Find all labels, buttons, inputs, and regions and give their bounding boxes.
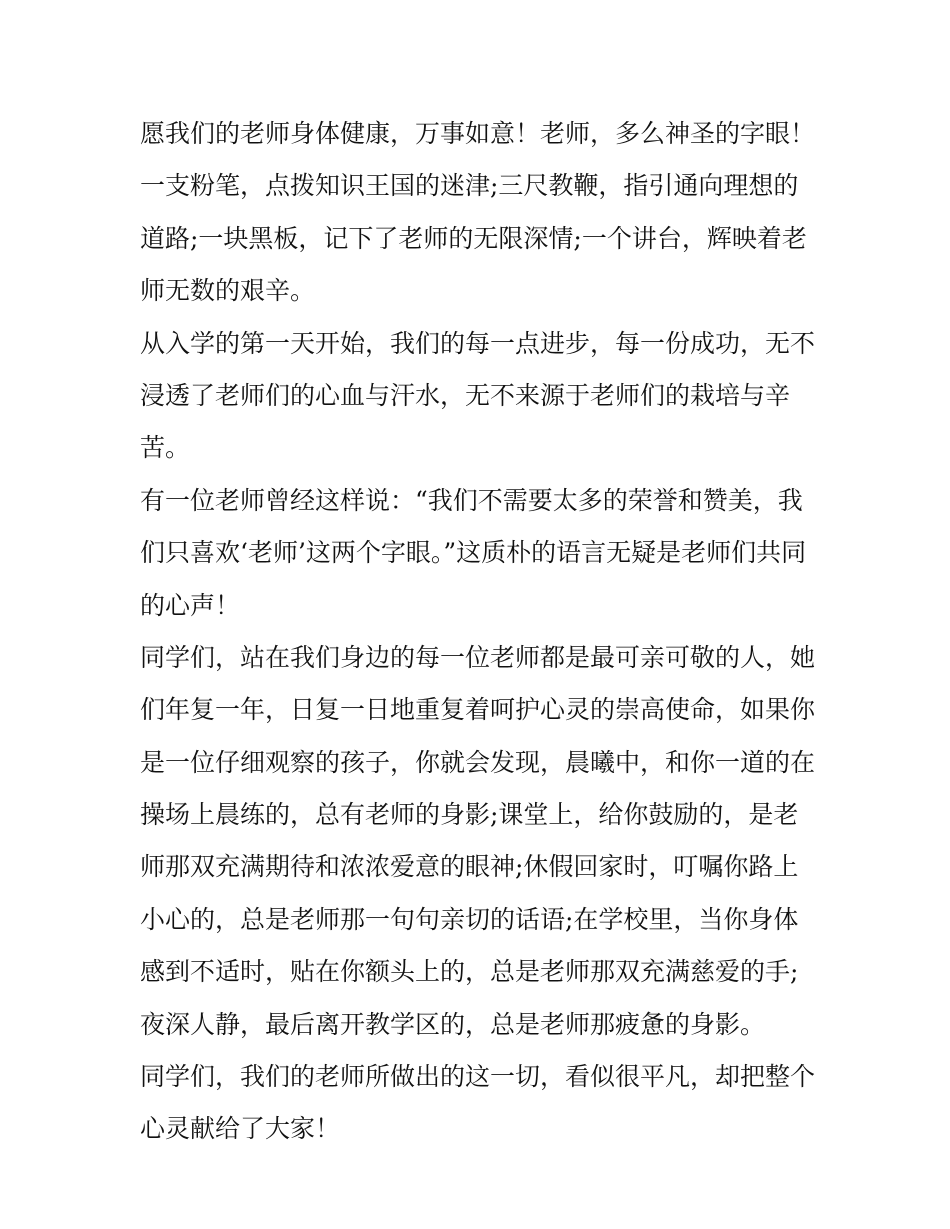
text-line: 愿我们的老师身体健康，万事如意！老师，多么神圣的字眼！ [140, 119, 816, 148]
text-line: 同学们，我们的老师所做出的这一切，看似很平凡，却把整个 [140, 1062, 816, 1092]
text-line: 同学们，站在我们身边的每一位老师都是最可亲可敬的人，她 [140, 642, 816, 672]
text-line: 浸透了老师们的心血与汗水，无不来源于老师们的栽培与辛 [140, 380, 791, 410]
text-line: 有一位老师曾经这样说：“我们不需要太多的荣誉和赞美，我 [140, 485, 803, 515]
text-line: 夜深人静，最后离开教学区的，总是老师那疲惫的身影。 [140, 1009, 766, 1039]
text-line: 苦。 [140, 433, 191, 463]
text-line: 是一位仔细观察的孩子，你就会发现，晨曦中，和你一道的在 [140, 747, 816, 777]
text-line: 心灵献给了大家！ [140, 1114, 341, 1144]
text-line: 操场上晨练的，总有老师的身影;课堂上，给你鼓励的，是老 [140, 800, 799, 830]
text-line: 师那双充满期待和浓浓爱意的眼神;休假回家时，叮嘱你路上 [140, 852, 799, 882]
document-body [140, 108, 816, 1156]
text-line: 感到不适时，贴在你额头上的，总是老师那双充满慈爱的手; [140, 957, 799, 987]
text-line: 师无数的艰辛。 [140, 276, 316, 306]
text-line: 们只喜欢‘老师’这两个字眼。”这质朴的语言无疑是老师们共同 [140, 538, 807, 568]
text-line: 们年复一年，日复一日地重复着呵护心灵的崇高使命，如果你 [140, 695, 816, 725]
text-line: 道路;一块黑板，记下了老师的无限深情;一个讲台，辉映着老 [140, 223, 807, 253]
text-line: 小心的，总是老师那一句句亲切的话语;在学校里，当你身体 [140, 904, 799, 934]
text-line: 从入学的第一天开始，我们的每一点进步，每一份成功，无不 [140, 328, 816, 358]
text-line: 一支粉笔，点拨知识王国的迷津;三尺教鞭，指引通向理想的 [140, 171, 799, 201]
text-line: 的心声！ [140, 590, 241, 620]
